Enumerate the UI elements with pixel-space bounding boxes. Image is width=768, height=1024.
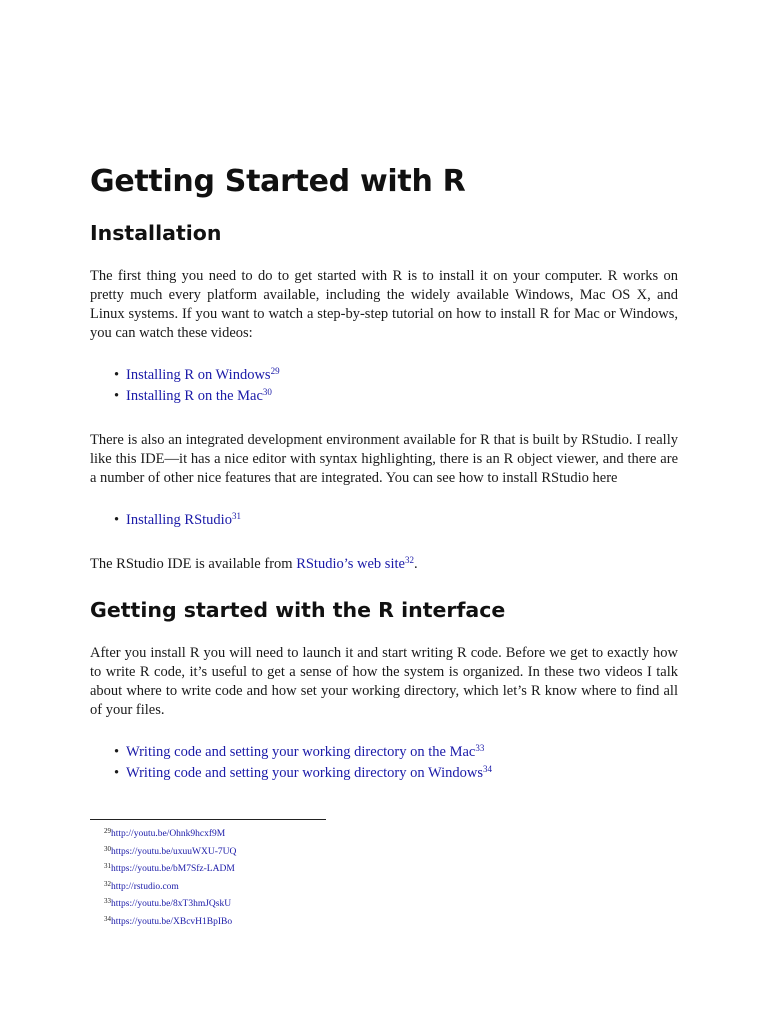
footnote: $^{29}$http://youtu.be/Ohnk9hcxf9M <box>104 827 226 839</box>
footnote: $^{34}$https://youtu.be/XBcvH1BpIBo <box>104 914 233 927</box>
link-working-directory-windows[interactable]: Writing code and setting your working directory on Windows$^{34}$ <box>126 764 492 781</box>
bullet-icon: • <box>114 367 120 383</box>
text-fragment: The RStudio IDE is available from <box>90 556 297 572</box>
list-item <box>114 510 678 531</box>
bullet-icon: • <box>114 388 120 404</box>
footnote-link[interactable]: http://rstudio.com <box>111 881 179 892</box>
interface-video-list <box>90 742 678 784</box>
footnote-link[interactable]: https://youtu.be/bM7Sfz-LADM <box>111 864 235 874</box>
text-fragment: . <box>413 556 418 572</box>
paragraph-installation-intro: The first thing you need to do to get started with R is to install it on your computer. R works on pretty much every platform available, including the widely available Windows, Mac OS X, and Linux systems. If you want to watch a step-by-step tutorial on how to install R for Mac or Windows, you can watch these videos: <box>90 268 678 341</box>
list-item <box>114 763 678 784</box>
link-install-rstudio[interactable]: Installing RStudio$^{31}$ <box>126 511 241 528</box>
install-video-list <box>90 365 678 407</box>
bullet-icon: • <box>114 512 120 528</box>
footnote-divider <box>90 819 326 820</box>
list-item <box>114 365 678 386</box>
link-install-r-mac[interactable]: Installing R on the Mac$^{30}$ <box>126 387 272 404</box>
paragraph-rstudio-site <box>90 555 678 574</box>
footnote: $^{30}$https://youtu.be/uxuuWXU-7UQ <box>104 844 237 857</box>
section-heading-r-interface: Getting started with the R interface <box>90 598 506 622</box>
footnote-link[interactable]: https://youtu.be/uxuuWXU-7UQ <box>111 846 237 857</box>
link-install-r-windows[interactable]: Installing R on Windows$^{29}$ <box>126 366 280 383</box>
bullet-icon: • <box>114 765 120 781</box>
paragraph-rstudio: There is also an integrated development environment available for R that is built by RStudio. I really like this IDE—it has a nice editor with syntax highlighting, there is an R object viewer, and there are a number of other nice features that are integrated. You can see how to install RStudio here <box>90 432 678 486</box>
footnote: $^{31}$https://youtu.be/bM7Sfz-LADM <box>104 862 235 874</box>
list-item <box>114 386 678 407</box>
chapter-title: Getting Started with R <box>90 164 466 199</box>
bullet-icon: • <box>114 744 120 760</box>
list-item <box>114 742 678 763</box>
page-content <box>90 163 678 808</box>
section-heading-installation: Installation <box>90 221 222 245</box>
link-working-directory-mac[interactable]: Writing code and setting your working directory on the Mac$^{33}$ <box>126 743 485 760</box>
rstudio-video-list <box>90 510 678 531</box>
footnote-link[interactable]: https://youtu.be/XBcvH1BpIBo <box>111 916 233 927</box>
footnotes <box>104 824 236 929</box>
footnote: $^{33}$https://youtu.be/8xT3hmJQskU <box>104 897 232 909</box>
link-rstudio-website[interactable]: RStudio’s web site$^{32}$ <box>296 555 414 572</box>
footnote-link[interactable]: http://youtu.be/Ohnk9hcxf9M <box>111 829 226 839</box>
footnote: $^{32}$http://rstudio.com <box>104 879 179 892</box>
footnote-link[interactable]: https://youtu.be/8xT3hmJQskU <box>111 899 232 909</box>
paragraph-r-interface: After you install R you will need to launch it and start writing R code. Before we get to exactly how to write R code, it’s useful to get a sense of how the system is organized. In these two videos I talk about where to write code and how set your working directory, which let’s R know where to find all of your files. <box>90 645 678 718</box>
